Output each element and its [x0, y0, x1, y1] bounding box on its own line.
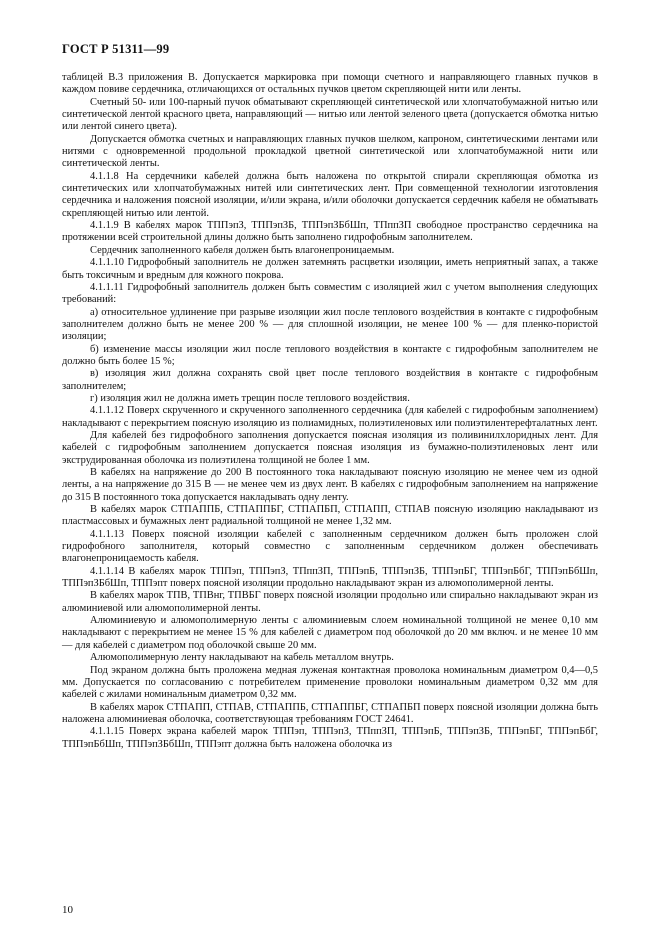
paragraph: Алюминиевую и алюмополимерную ленты с алюминиевым слоем номинальной толщиной не менее 0,10 мм накладывают с перекрытием не менее 15 % для кабелей с диаметром под оболочкой до 20 мм включ. и не менее 10 мм — для кабелей с диаметром под оболочкой свыше 20 мм.	[62, 615, 598, 651]
paragraph: Под экраном должна быть проложена медная луженая контактная проволока номинальным диаметром 0,4—0,5 мм. Допускается по согласованию с потребителем применение проволоки номинальным диаметром 0,32 мм для кабелей с жилами номинальным диаметром 0,32 мм.	[62, 664, 598, 701]
paragraph: Алюмополимерную ленту накладывают на кабель металлом внутрь.	[90, 652, 394, 664]
paragraph: Для кабелей без гидрофобного заполнения допускается поясная изоляция из поливинилхлоридных лент. Для кабелей с гидрофобным заполнением допускается поясная изоляция из бумажно-полиэтиленовых лент или экструдированная оболочка из полиэтилена толщиной не более 1 мм.	[62, 429, 598, 466]
paragraph: 4.1.1.9 В кабелях марок ТППэпЗ, ТППэпЗБ, ТППэпЗБбШп, ТПппЗП свободное пространство сердечника на протяжении всей строительной длины должно быть заполнено гидрофобным заполнителем.	[62, 220, 598, 244]
paragraph: В кабелях марок ТПВ, ТПВнг, ТПВБГ поверх поясной изоляции продольно или спирально накладывают экран из алюминиевой или алюмополимерной ленты.	[62, 590, 598, 614]
standard-header: ГОСТ Р 51311—99	[62, 42, 170, 56]
paragraph: 4.1.1.15 Поверх экрана кабелей марок ТППэп, ТППэпЗ, ТПппЗП, ТППэпБ, ТППэпЗБ, ТППэпБГ, ТППэпБбГ, ТППэпБбШп, ТППэпЗБбШп, ТППэпт должна быть наложена оболочка из	[62, 726, 598, 750]
list-item: б) изменение массы изоляции жил после теплового воздействия в контакте с гидрофобным заполнителем не должно быть более 15 %;	[62, 343, 598, 367]
paragraph: 4.1.1.8 На сердечники кабелей должна быть наложена по открытой спирали скрепляющая обмотка из синтетических или хлопчатобумажных нитей или синтетических лент. При совмещенной технологии изготовления сердечника и наложения поясной изоляции, и/или экрана, и/или оболочки допускается сердечник кабеля не обматывать скрепляющей нитью или лентой.	[62, 170, 598, 219]
paragraph: 4.1.1.13 Поверх поясной изоляции кабелей с заполненным сердечником должен быть проложен слой гидрофобного заполнителя, который совместно с заполненным сердечником должен обеспечивать влагонепроницаемость кабеля.	[62, 528, 598, 565]
paragraph: В кабелях на напряжение до 200 В постоянного тока накладывают поясную изоляцию не менее чем из одной ленты, а на напряжение до 315 В — не менее чем из двух лент. В кабелях с гидрофобным заполнением на напряжение до 315 В постоянного тока допускается накладывать одну ленту.	[62, 467, 598, 503]
paragraph: таблицей В.3 приложения В. Допускается маркировка при помощи счетного и направляющего главных пучков в каждом повиве сердечника, отличающихся от остальных пучков цветом скрепляющей нити или ленты.	[62, 72, 598, 96]
paragraph: Сердечник заполненного кабеля должен быть влагонепроницаемым.	[90, 244, 395, 256]
list-item: а) относительное удлинение при разрыве изоляции жил после теплового воздействия в контакте с гидрофобным заполнителем должно быть не менее 200 % — для сплошной изоляции, не менее 100 % — для пленко-пористой изоляции;	[62, 306, 598, 343]
paragraph: Счетный 50- или 100-парный пучок обматывают скрепляющей синтетической или хлопчатобумажной нитью или синтетической лентой красного цвета, направляющий — нитью или лентой зеленого цвета (допускается обмотка нитью или лентой синего цвета).	[62, 96, 598, 133]
list-item: г) изоляция жил не должна иметь трещин после теплового воздействия.	[90, 392, 410, 404]
paragraph: 4.1.1.11 Гидрофобный заполнитель должен быть совместим с изоляцией жил с учетом выполнения следующих требований:	[62, 281, 598, 306]
paragraph: В кабелях марок СТПАПП, СТПАВ, СТПАППБ, СТПАППБГ, СТПАПБП поверх поясной изоляции должна быть наложена алюминиевая оболочка, соответствующая требованиям ГОСТ 24641.	[62, 701, 598, 725]
paragraph: В кабелях марок СТПАППБ, СТПАППБГ, СТПАПБП, СТПАПП, СТПАВ поясную изоляцию накладывают из пластмассовых и бумажных лент радиальной толщиной не менее 1,32 мм.	[62, 504, 598, 528]
paragraph: Допускается обмотка счетных и направляющих главных пучков шелком, капроном, синтетическими лентами или нитями с одновременной продольной прокладкой цветной синтетической или хлопчатобумажной нити или синтетической ленты.	[62, 133, 598, 170]
document-body	[62, 72, 598, 751]
paragraph: 4.1.1.10 Гидрофобный заполнитель не должен затемнять расцветки изоляции, иметь неприятный запах, а также быть токсичным и вредным для кожного покрова.	[62, 257, 598, 281]
list-item: в) изоляция жил должна сохранять свой цвет после теплового воздействия в контакте с гидрофобным заполнителем;	[62, 368, 598, 392]
paragraph: 4.1.1.12 Поверх скрученного и скрученного заполненного сердечника (для кабелей с гидрофобным заполнением) накладывают с перекрытием поясную изоляцию из полиамидных, полиэтиленовых или полиэтилентерефталатных лент.	[62, 405, 598, 429]
page-number: 10	[62, 904, 73, 916]
paragraph: 4.1.1.14 В кабелях марок ТППэп, ТППэпЗ, ТПппЗП, ТППэпБ, ТППэпЗБ, ТППэпБГ, ТППэпБбГ, ТППэпБбШп, ТППэпЗБбШп, ТППэпт поверх поясной изоляции продольно накладывают экран из алюмополимерной ленты.	[62, 565, 598, 590]
